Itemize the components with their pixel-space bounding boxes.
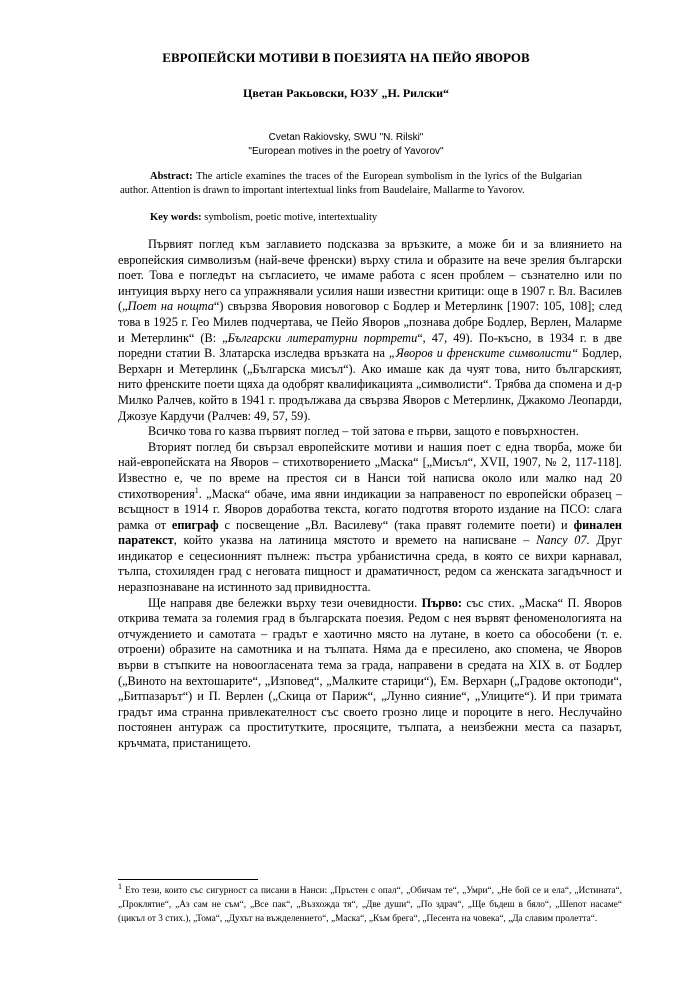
italic-span: „Яворов и френските символисти“ (388, 346, 579, 361)
footnote-ref[interactable]: 1 (194, 485, 199, 495)
english-author: Cvetan Rakiovsky, SWU "N. Rilski" (268, 132, 424, 143)
italic-span: Български литературни портрети (227, 330, 418, 345)
bold-span: финален паратекст (118, 517, 622, 548)
abstract-text: The article examines the traces of the European symbolism in the lyrics of the Bulgarian author. Attention is drawn to important intertextual links from Baudelaire, Mallarme to Yavorov. (120, 171, 582, 196)
english-title: "European motives in the poetry of Yavorov" (248, 146, 444, 157)
text-span: с посвещение „Вл. Василеву“ (така правят големите поети) и (218, 517, 574, 532)
keywords (150, 212, 377, 223)
paragraph-4 (118, 596, 622, 752)
text-span: , който указва на латиница мястото и времето на написване – (173, 533, 537, 548)
text-span: Бодлер, Верхарн и Метерлинк („Българска мисъл“). Ако имаше как да чуят това, нито българският, нито френските поети щяха да одобрят квалификацията „символисти“. Трябва да спомена и д-р Милко Ралчев, който в 1941 г. продължава да свързва Яворов с Метерлинк, Джакомо Леопарди, Джозуе Кардучи (Ралчев: 49, 57, 59). (118, 346, 622, 423)
text-span: Вторият поглед би свързал европейските мотиви и нашия поет с една творба, може би най-европейската на Яворов – стихотворението „Маска“ [„Мисъл“, XVII, 1907, № 2, 117-118]. Известно е, че по време на престоя си в Нанси той написва около или малко над 20 стихотворения (118, 439, 622, 501)
footnote (118, 881, 622, 926)
bold-span: Първо: (421, 595, 462, 610)
paragraph-3 (118, 440, 622, 596)
italic-span: Поет на нощта (127, 299, 214, 314)
bold-span: епиграф (171, 517, 219, 532)
abstract (120, 170, 582, 198)
abstract-label: Abstract: (150, 171, 193, 182)
author-affiliation: Цветан Ракьовски, ЮЗУ „Н. Рилски“ (243, 86, 449, 100)
body-text (118, 237, 622, 752)
text-span: Ще направя две бележки върху тези очевидности. (148, 595, 422, 610)
keywords-label: Key words: (150, 212, 202, 223)
paper-title: ЕВРОПЕЙСКИ МОТИВИ В ПОЕЗИЯТА НА ПЕЙО ЯВОРОВ (162, 50, 530, 65)
footnote-marker: 1 (118, 881, 122, 891)
text-span: със стих. „Маска“ П. Яворов открива темата за големия град в българската поезия. Редом с нея вървят феноменологията на отчуждението и самотата – градът е хаотично място на лутане, в което са обособени (т. е. отроени) образите на самотника и на тълпата. Няма да е пресилено, ако спомена, че Яворов върви в стъпките на новоогласената тема за града, направени в средата на XIX в. от Бодлер („Виното на вехтошарите“, „Изповед“, „Малките старици“), Ем. Верхарн („Градове октоподи“, „Битпазарът“) и П. Верлен („Скица от Париж“, „Лунно сияние“, „Улиците“). И при тримата градът има странна привлекателност със своето грозно лице и пороците в него. Неслучайно постоянен антураж са проститутките, просяците, тълпата, а неизбежни места са пазарът, кръчмата, пристанището. (118, 595, 622, 750)
footnote-text: Ето тези, които със сигурност са писани в Нанси: „Пръстен с опал“, „Обичам те“, „Умри“, „Не бой се и ела“, „Истината“, „Проклятие“, „Аз сам не съм“, „Все пак“, „Възхожда тя“, „Две души“, „По здрач“, „Ще бъдеш в бяло“, „Шепот насаме“ (цикъл от 3 стих.), „Тома“, „Духът на въжделението“, „Маска“, „Към брега“, „Песента на човека“, „Да славим пролетта“. (118, 886, 622, 924)
paragraph-1 (118, 237, 622, 424)
text-span: Друг индикатор е сецесионният пълнеж: пъстра урбанистична среда, в която се вихри карнавал, тълпа, стохиляден град с неговата пищност и драматичност, редом са женската загадъчност и неразпознаване на истинното зад привидността. (118, 533, 622, 595)
keywords-text: symbolism, poetic motive, intertextuality (201, 212, 378, 223)
footnote-divider (118, 879, 258, 880)
text-span: Първият поглед към заглавието подсказва за връзките, а може би и за влиянието на европейския символизъм (най-вече френски) върху стила и образите на вече зрелия български поет. Това е погледът на съгласието, че имаме работа с ясен проблем – съзнателно или по интуиция върху него са упражнявали усилия наши известни критици: още в 1907 г. Вл. Василев („ (118, 237, 622, 314)
text-span: . „Маска“ обаче, има явни индикации за направеност по европейски образец – всъщност в 1914 г. Яворов доработва текста, когато подготвя второто издание на ПСО: слага рамка от (118, 486, 622, 532)
italic-span: Nancy 07. (536, 533, 590, 548)
paragraph-2: Всичко това го казва първият поглед – той затова е първи, защото е повърхностен. (148, 424, 579, 439)
text-span: “) свързва Яворовия новоговор с Бодлер и Метерлинк [1907: 105, 108]; след това в 1925 г. Гео Милев подчертава, че Пейо Яворов „познава добре Бодлер, Верлен, Маларме и Метерлинк“ (В: „ (118, 299, 622, 345)
text-span: “, 47, 49). По-късно, в 1934 г. в две поредни статии В. Златарска изследва връзката на (118, 330, 622, 361)
